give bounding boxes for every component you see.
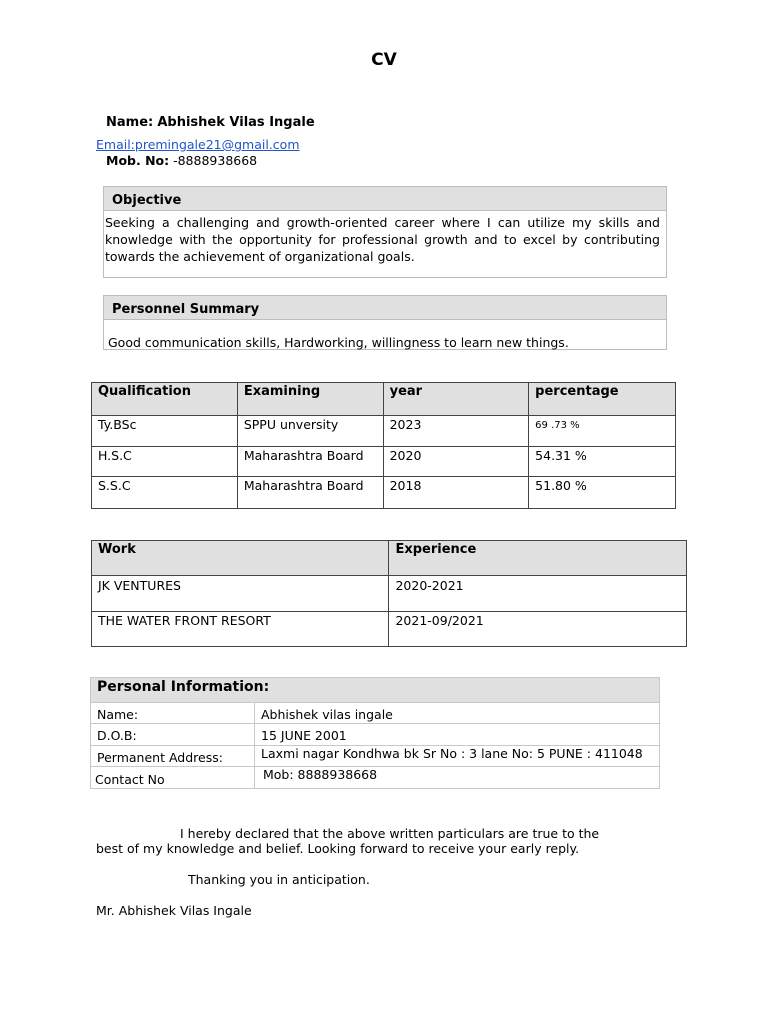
- info-value-cell: 15 JUNE 2001: [255, 724, 660, 746]
- thanks-line: Thanking you in anticipation.: [188, 872, 370, 887]
- name-line: [106, 115, 315, 130]
- objective-section: [103, 186, 667, 278]
- qualification-cell: H.S.C: [92, 447, 238, 477]
- table-row: [91, 746, 660, 767]
- qualification-table: [91, 382, 676, 509]
- experience-header: Experience: [389, 541, 687, 576]
- signature: Mr. Abhishek Vilas Ingale: [96, 903, 252, 918]
- name-value: Abhishek Vilas Ingale: [157, 115, 315, 130]
- table-row: [91, 767, 660, 789]
- examining-cell: Maharashtra Board: [237, 447, 383, 477]
- summary-heading: Personnel Summary: [104, 296, 666, 320]
- percentage-cell: 51.80 %: [529, 477, 676, 509]
- info-label-cell: Name:: [91, 703, 255, 724]
- objective-text: Seeking a challenging and growth-oriented career where I can utilize my skills and knowledge with the opportunity for professional growth and to excel by contributing towards the achievement of organizational goals.: [105, 215, 660, 264]
- table-row: [92, 477, 676, 509]
- info-label-cell: Permanent Address:: [91, 746, 255, 767]
- examining-cell: Maharashtra Board: [237, 477, 383, 509]
- percentage-cell: 54.31 %: [529, 447, 676, 477]
- objective-heading: Objective: [104, 187, 666, 211]
- work-table: [91, 540, 687, 647]
- experience-cell: 2021-09/2021: [389, 612, 687, 647]
- info-label-cell: Contact No: [91, 767, 255, 789]
- info-value-cell: Laxmi nagar Kondhwa bk Sr No : 3 lane No: 5 PUNE : 411048: [255, 746, 660, 767]
- table-row: [92, 612, 687, 647]
- qualification-cell: S.S.C: [92, 477, 238, 509]
- year-cell: 2018: [383, 477, 529, 509]
- examining-header: Examining: [237, 383, 383, 416]
- summary-section: [103, 295, 667, 350]
- work-cell: JK VENTURES: [92, 576, 389, 612]
- qualification-header-row: [92, 383, 676, 416]
- examining-cell: SPPU unversity: [237, 416, 383, 447]
- year-cell: 2023: [383, 416, 529, 447]
- table-row: [91, 724, 660, 746]
- info-value-cell: Abhishek vilas ingale: [255, 703, 660, 724]
- personal-info-table: [90, 677, 660, 789]
- percentage-cell: 69 .73 %: [529, 416, 676, 447]
- email-link[interactable]: Email:premingale21@gmail.com: [96, 137, 300, 152]
- year-header: year: [383, 383, 529, 416]
- personal-info-header-row: [91, 678, 660, 703]
- table-row: [92, 447, 676, 477]
- table-row: [92, 416, 676, 447]
- mobile-line: [106, 153, 257, 168]
- info-value-cell: Mob: 8888938668: [255, 767, 660, 789]
- table-row: [92, 576, 687, 612]
- page-title: CV: [371, 50, 397, 70]
- personal-info-heading: Personal Information:: [91, 678, 660, 703]
- work-header: Work: [92, 541, 389, 576]
- name-label: Name:: [106, 115, 154, 130]
- mobile-label: Mob. No:: [106, 153, 170, 168]
- experience-cell: 2020-2021: [389, 576, 687, 612]
- percentage-header: percentage: [529, 383, 676, 416]
- declaration-line-1-text: I hereby declared that the above written particulars are true to the: [180, 826, 600, 841]
- mobile-value: -8888938668: [169, 153, 258, 168]
- declaration: [96, 826, 636, 856]
- qualification-cell: Ty.BSc: [92, 416, 238, 447]
- qualification-header: Qualification: [92, 383, 238, 416]
- year-cell: 2020: [383, 447, 529, 477]
- declaration-line-1: [96, 826, 636, 841]
- work-header-row: [92, 541, 687, 576]
- declaration-line-2: best of my knowledge and belief. Looking forward to receive your early reply.: [96, 841, 580, 856]
- summary-text: Good communication skills, Hardworking, willingness to learn new things.: [108, 335, 569, 350]
- info-label-cell: D.O.B:: [91, 724, 255, 746]
- table-row: [91, 703, 660, 724]
- work-cell: THE WATER FRONT RESORT: [92, 612, 389, 647]
